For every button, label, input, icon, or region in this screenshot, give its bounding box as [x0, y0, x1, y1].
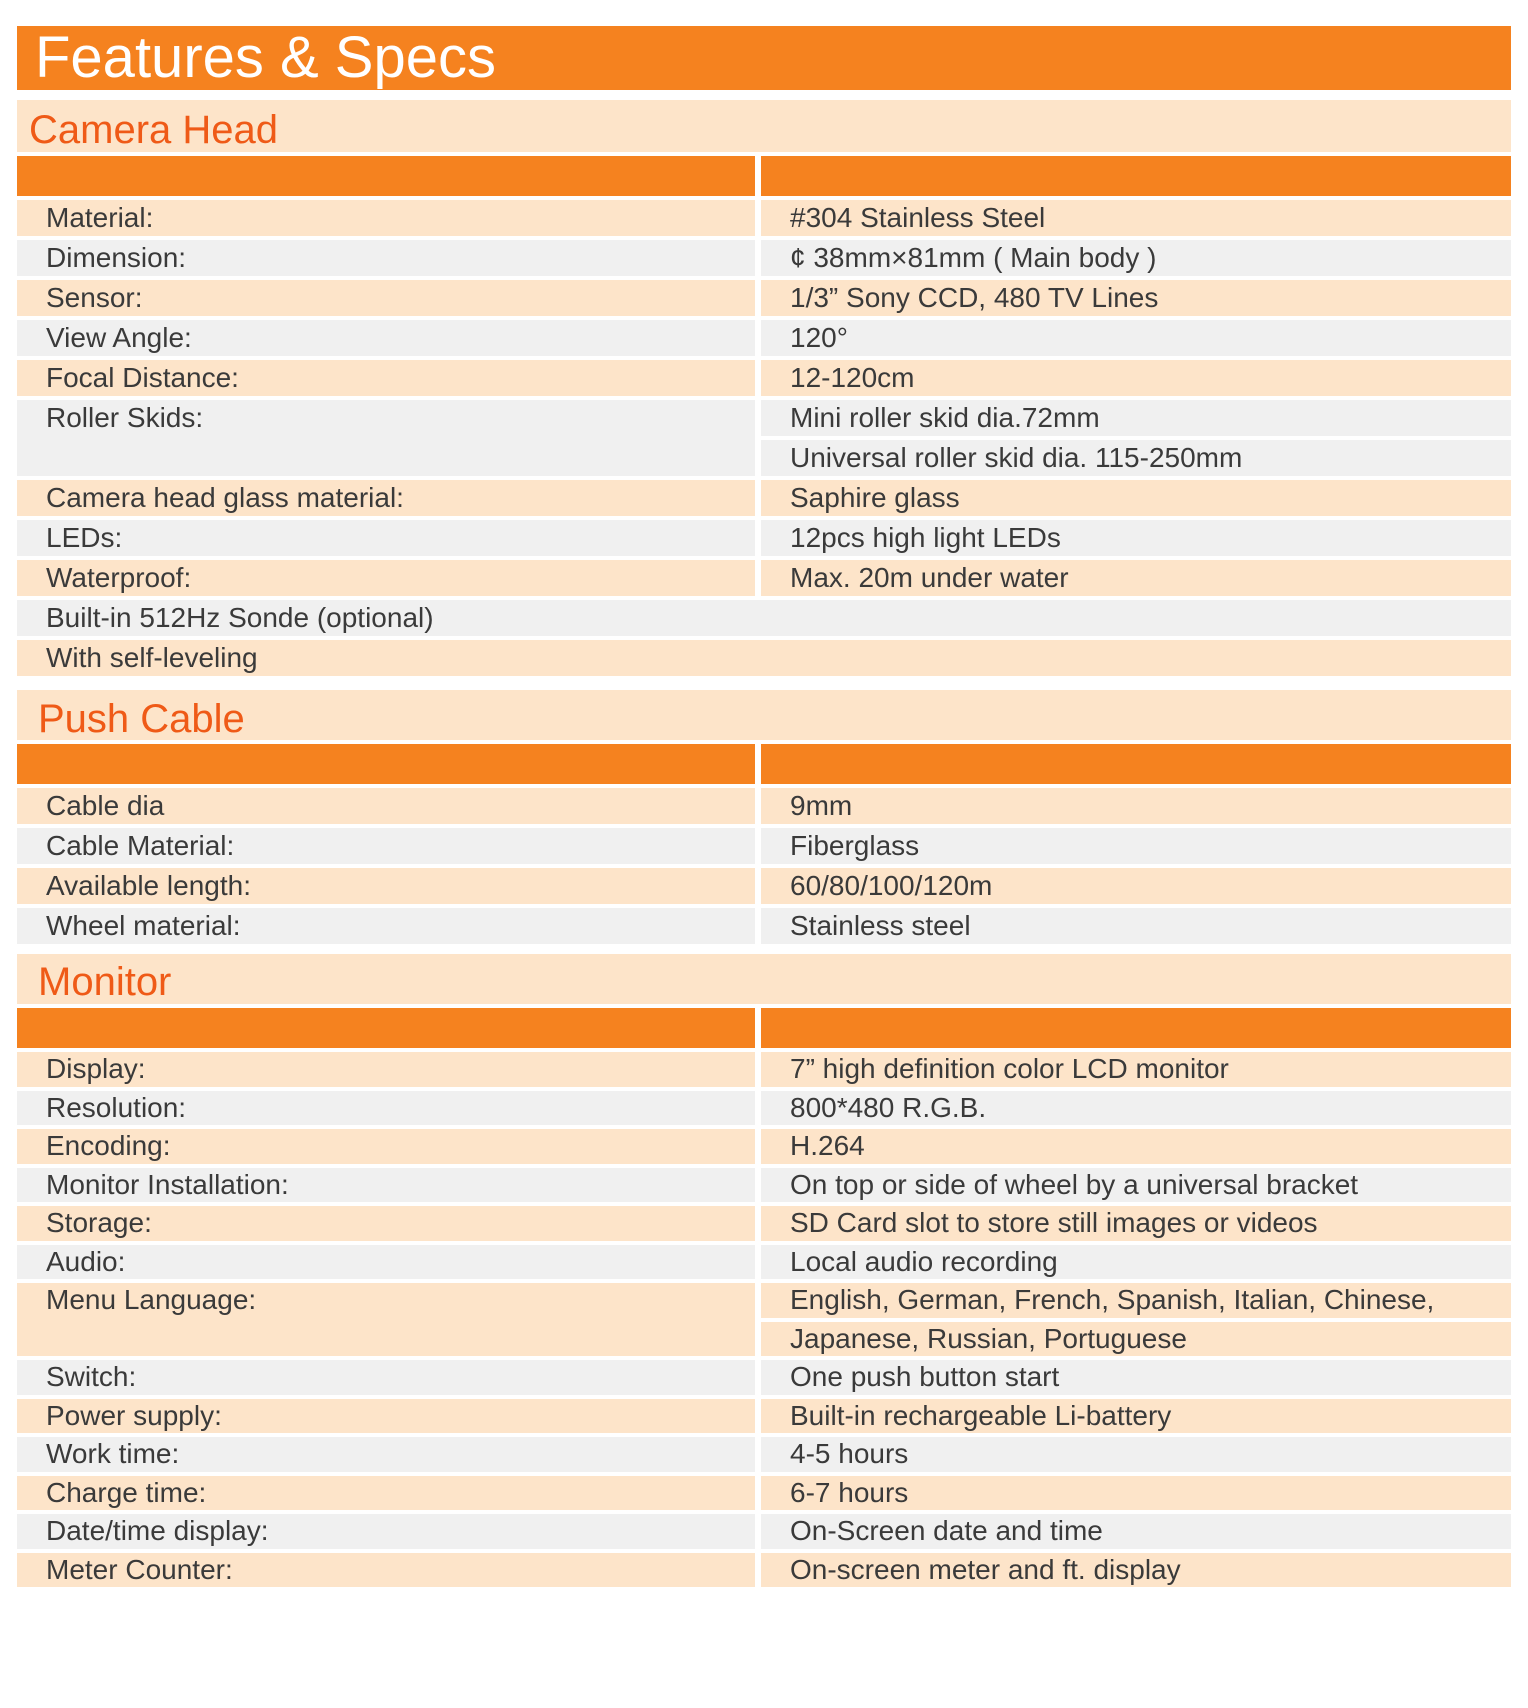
spec-label: Camera head glass material:: [46, 482, 404, 513]
spec-value: On top or side of wheel by a universal bracket: [790, 1168, 1359, 1200]
spec-label-cell: [17, 788, 755, 824]
spec-label-cell: [17, 1476, 755, 1511]
spec-label-cell: [17, 1168, 755, 1203]
spec-label-cell: [17, 1206, 755, 1241]
spec-row: [17, 636, 1511, 676]
spec-row: [17, 1356, 1511, 1395]
spec-label-cell: [17, 1399, 755, 1434]
spec-label-cell: [17, 1091, 755, 1126]
spec-row: [17, 316, 1511, 356]
spec-value: 4-5 hours: [790, 1438, 909, 1469]
spec-row: [17, 904, 1511, 944]
spec-label-cell: [17, 1052, 755, 1087]
section-gap: [17, 676, 1511, 690]
section-header-band: [17, 740, 1511, 784]
spec-label: Sensor:: [46, 282, 143, 313]
spec-label-cell: [17, 1129, 755, 1164]
spec-row: [17, 1433, 1511, 1472]
spec-label: Power supply:: [46, 1399, 222, 1431]
spec-value: On-Screen date and time: [790, 1515, 1103, 1546]
spec-value-cell: [761, 1168, 1511, 1203]
spec-label: Monitor Installation:: [46, 1168, 289, 1200]
spec-value-cell: [761, 788, 1511, 824]
spec-label-cell: [17, 1283, 755, 1356]
spec-label-cell: [17, 600, 1511, 636]
spec-row: [17, 824, 1511, 864]
spec-label: Encoding:: [46, 1130, 171, 1161]
spec-label-cell: [17, 480, 755, 516]
spec-label: Storage:: [46, 1207, 152, 1238]
page-title: Features & Specs: [17, 26, 1511, 90]
spec-value-cell: [761, 908, 1511, 944]
spec-row: [17, 476, 1511, 516]
spec-value: Stainless steel: [790, 910, 971, 941]
spec-value: Mini roller skid dia.72mm: [790, 402, 1100, 433]
spec-value: 9mm: [790, 790, 853, 821]
spec-value-cell: [761, 1514, 1511, 1549]
spec-label-cell: [17, 1245, 755, 1280]
spec-label-cell: [17, 320, 755, 356]
spec-row: [17, 1395, 1511, 1434]
section-header-band: [17, 152, 1511, 196]
spec-label: Meter Counter:: [46, 1553, 233, 1585]
spec-value: 7” high definition color LCD monitor: [790, 1053, 1229, 1084]
spec-label: Work time:: [46, 1438, 180, 1469]
spec-value-cell: [761, 320, 1511, 356]
spec-value-cell: [761, 480, 1511, 516]
spec-label: Menu Language:: [46, 1284, 257, 1315]
spec-label-cell: [17, 560, 755, 596]
spec-row: [17, 1241, 1511, 1280]
spec-label-cell: [17, 1514, 755, 1549]
spec-row: [17, 1048, 1511, 1087]
spec-label: Roller Skids:: [46, 402, 204, 433]
spec-label: View Angle:: [46, 322, 192, 353]
spec-row: [17, 396, 1511, 476]
spec-value-cell: [761, 280, 1511, 316]
spec-value: Fiberglass: [790, 830, 920, 861]
spec-label: Available length:: [46, 870, 251, 901]
spec-value-cell: [761, 1091, 1511, 1126]
spec-label-cell: [17, 868, 755, 904]
spec-value-cell: [761, 828, 1511, 864]
spec-value: English, German, French, Spanish, Italian, Chinese,: [790, 1284, 1435, 1315]
band-cell-left: [17, 744, 755, 784]
section-gap: [17, 944, 1511, 954]
spec-label-cell: [17, 828, 755, 864]
spec-label-cell: [17, 200, 755, 236]
section-header-band: [17, 1004, 1511, 1048]
section-heading: Camera Head: [17, 100, 1511, 152]
spec-label: Date/time display:: [46, 1515, 269, 1546]
spec-label-cell: [17, 360, 755, 396]
spec-value: SD Card slot to store still images or videos: [790, 1207, 1318, 1238]
spec-row: [17, 784, 1511, 824]
spec-value: Japanese, Russian, Portuguese: [761, 1318, 1511, 1357]
spec-label: Switch:: [46, 1361, 137, 1392]
band-cell-right: [761, 156, 1511, 196]
spec-value: Saphire glass: [790, 482, 960, 513]
spec-value: One push button start: [790, 1361, 1060, 1392]
spec-value-cell: [761, 1206, 1511, 1241]
band-cell-left: [17, 156, 755, 196]
spec-value-cell: [761, 868, 1511, 904]
spec-label: Wheel material:: [46, 910, 241, 941]
spec-label: Cable dia: [46, 790, 165, 821]
spec-value: 6-7 hours: [790, 1476, 909, 1508]
spec-value-cell: [761, 1129, 1511, 1164]
spec-row: [17, 276, 1511, 316]
spec-label: Focal Distance:: [46, 362, 239, 393]
spec-row: [17, 1125, 1511, 1164]
spec-value: #304 Stainless Steel: [790, 202, 1046, 233]
spec-label-cell: [17, 280, 755, 316]
spec-value-cell: [761, 1437, 1511, 1472]
spec-label: Resolution:: [46, 1091, 187, 1123]
spec-sections: [17, 90, 1511, 1587]
spec-row: [17, 1472, 1511, 1511]
spec-value-cell: [761, 400, 1511, 476]
spec-value: ¢ 38mm×81mm ( Main body ): [790, 242, 1157, 273]
spec-row: [17, 556, 1511, 596]
spec-label: LEDs:: [46, 522, 123, 553]
spec-value: 60/80/100/120m: [790, 870, 993, 901]
spec-row: [17, 356, 1511, 396]
spec-label-cell: [17, 640, 1511, 676]
spec-value: 12pcs high light LEDs: [790, 522, 1061, 553]
section-heading: Monitor: [17, 954, 1511, 1004]
spec-value-cell: [761, 1399, 1511, 1434]
spec-value-cell: [761, 1360, 1511, 1395]
spec-value-cell: [761, 1283, 1511, 1356]
spec-label: Waterproof:: [46, 562, 192, 593]
band-cell-left: [17, 1008, 755, 1048]
spec-label: Built-in 512Hz Sonde (optional): [46, 602, 434, 633]
spec-row: [17, 1279, 1511, 1356]
spec-label: Dimension:: [46, 242, 187, 273]
spec-row: [17, 1164, 1511, 1203]
spec-row: [17, 864, 1511, 904]
spec-value-cell: [761, 1476, 1511, 1511]
spec-value: On-screen meter and ft. display: [790, 1553, 1181, 1585]
spec-label-cell: [17, 1437, 755, 1472]
band-cell-right: [761, 744, 1511, 784]
spec-value-cell: [761, 520, 1511, 556]
spec-row: [17, 516, 1511, 556]
spec-value: 12-120cm: [790, 362, 915, 393]
spec-value-cell: [761, 1553, 1511, 1588]
spec-label-cell: [17, 400, 755, 476]
section-heading: Push Cable: [17, 690, 1511, 740]
spec-label-cell: [17, 1553, 755, 1588]
spec-value: 120°: [790, 322, 848, 353]
spec-label: Material:: [46, 202, 154, 233]
spec-value-cell: [761, 1052, 1511, 1087]
spec-row: [17, 1549, 1511, 1588]
spec-value: H.264: [790, 1130, 865, 1161]
section-gap: [17, 90, 1511, 100]
spec-label-cell: [17, 1360, 755, 1395]
spec-value: Universal roller skid dia. 115-250mm: [761, 436, 1511, 476]
spec-value-cell: [761, 560, 1511, 596]
spec-label: With self-leveling: [46, 642, 258, 673]
spec-row: [17, 1510, 1511, 1549]
spec-label-cell: [17, 240, 755, 276]
spec-label: Display:: [46, 1053, 146, 1084]
spec-label: Audio:: [46, 1245, 126, 1277]
spec-value: Max. 20m under water: [790, 562, 1069, 593]
spec-value-cell: [761, 1245, 1511, 1280]
spec-value-cell: [761, 360, 1511, 396]
spec-value: 800*480 R.G.B.: [790, 1091, 987, 1123]
spec-row: [17, 1202, 1511, 1241]
spec-value: 1/3” Sony CCD, 480 TV Lines: [790, 282, 1159, 313]
spec-label: Charge time:: [46, 1476, 207, 1508]
spec-value: Local audio recording: [790, 1245, 1058, 1277]
spec-value: Built-in rechargeable Li-battery: [790, 1399, 1172, 1431]
spec-value-cell: [761, 200, 1511, 236]
spec-label-cell: [17, 908, 755, 944]
spec-label: Cable Material:: [46, 830, 235, 861]
spec-sheet: [17, 26, 1511, 1587]
spec-row: [17, 1087, 1511, 1126]
spec-row: [17, 196, 1511, 236]
spec-label-cell: [17, 520, 755, 556]
band-cell-right: [761, 1008, 1511, 1048]
spec-value-cell: [761, 240, 1511, 276]
spec-row: [17, 236, 1511, 276]
spec-row: [17, 596, 1511, 636]
